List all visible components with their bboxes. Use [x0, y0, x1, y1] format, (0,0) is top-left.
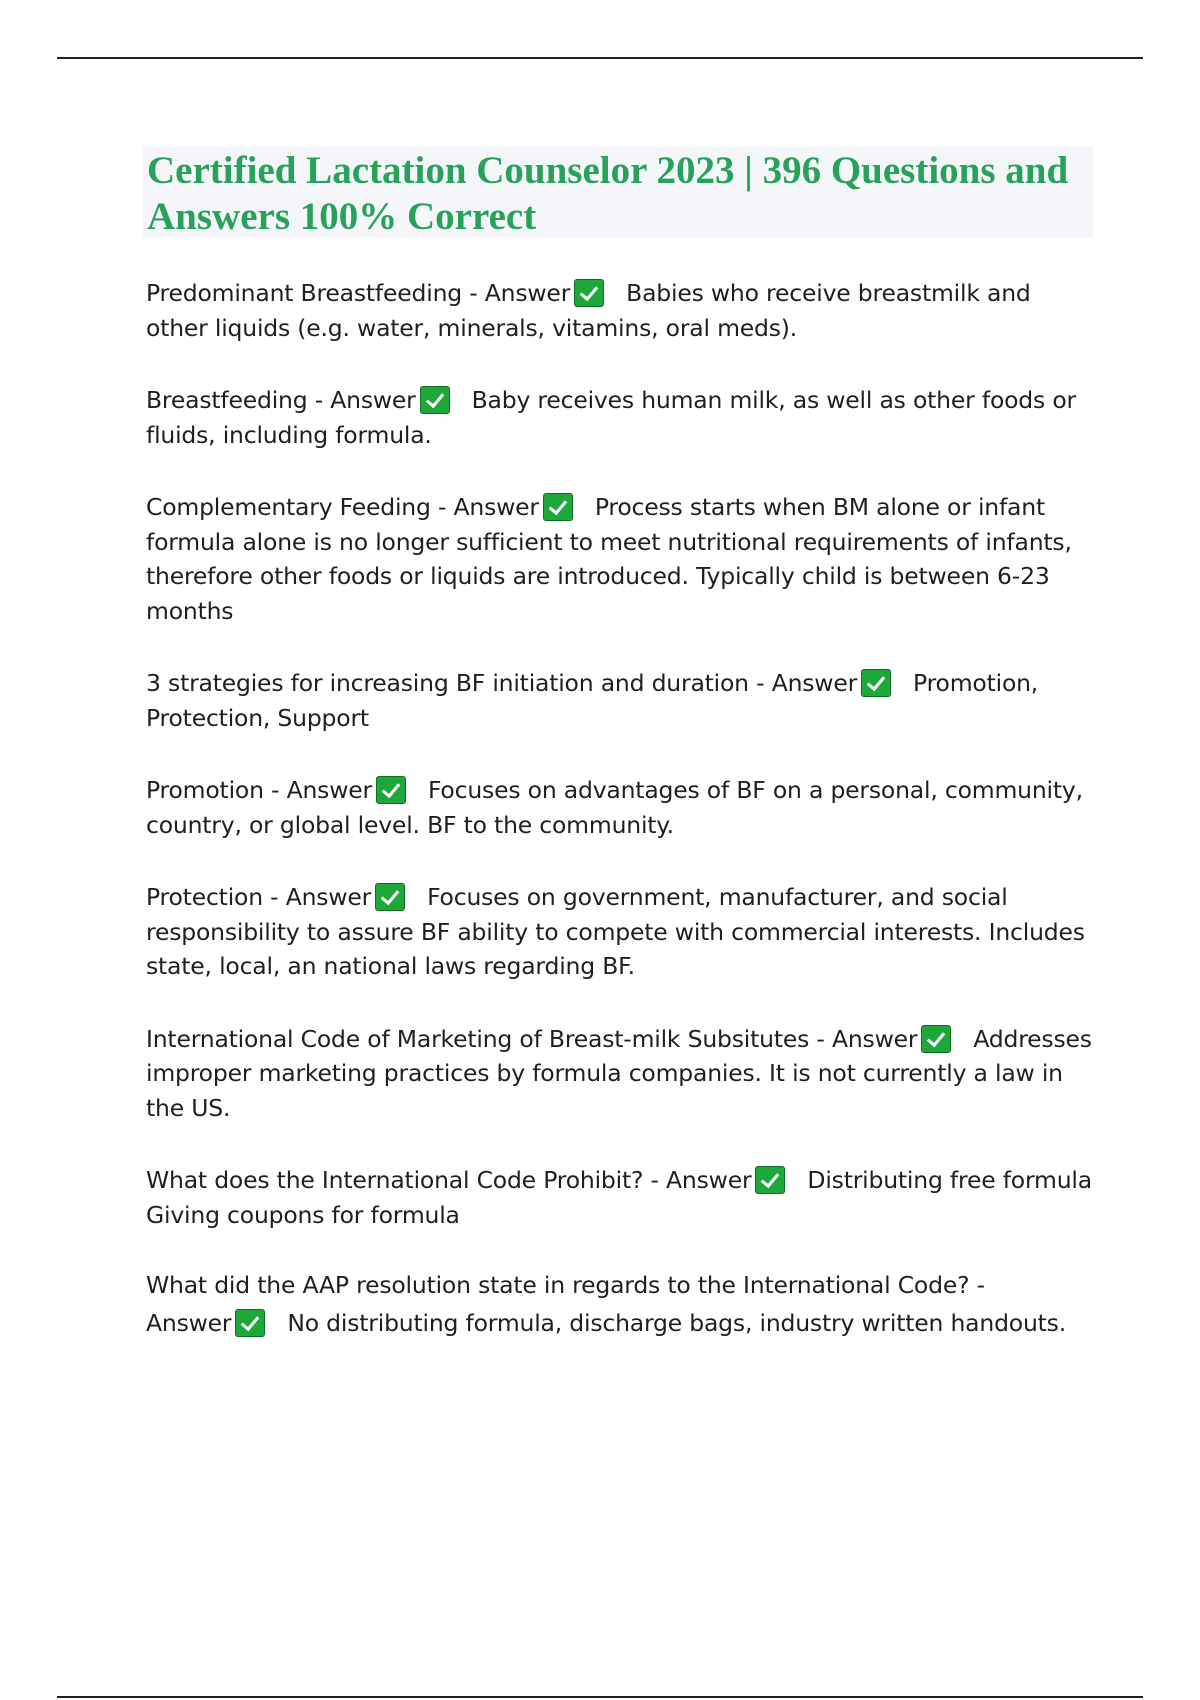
qa-term-continued: Answer — [146, 1309, 232, 1337]
qa-item-protection — [146, 880, 1096, 984]
qa-item-international-code — [146, 1022, 1096, 1126]
qa-answer: Distributing free formula — [807, 1166, 1092, 1194]
qa-term: 3 strategies for increasing BF initiation and duration - Answer — [146, 669, 858, 697]
check-mark-icon — [543, 493, 573, 521]
qa-answer-extra-line: Giving coupons for formula — [146, 1200, 460, 1229]
qa-item-predominant-breastfeeding — [146, 276, 1096, 345]
check-mark-icon — [921, 1025, 951, 1053]
check-mark-icon — [376, 776, 406, 804]
header-rule — [57, 57, 1143, 59]
qa-list — [146, 276, 1096, 1342]
qa-term: Promotion - Answer — [146, 776, 372, 804]
qa-term: What does the International Code Prohibit? - Answer — [146, 1166, 752, 1194]
qa-item-complementary-feeding — [146, 490, 1096, 628]
qa-answer: Process starts when BM alone or infant formula alone is no longer sufficient to meet nutritional requirements of infants, therefore other foods or liquids are introduced. Typically child is between 6-23 months — [146, 493, 1072, 625]
qa-item-aap-resolution — [146, 1266, 1096, 1342]
check-mark-icon — [420, 386, 450, 414]
qa-term: Breastfeeding - Answer — [146, 386, 416, 414]
qa-answer: Babies who receive breastmilk and other liquids (e.g. water, minerals, vitamins, oral meds). — [146, 279, 1031, 342]
footer-rule — [57, 1696, 1143, 1698]
qa-term: International Code of Marketing of Breast-milk Subsitutes - Answer — [146, 1024, 918, 1053]
qa-answer: Baby receives human milk, as well as other foods or fluids, including formula. — [146, 386, 1076, 449]
qa-item-code-prohibit — [146, 1163, 1096, 1232]
check-mark-icon — [861, 669, 891, 697]
qa-answer: Focuses on government, manufacturer, and social responsibility to assure BF ability to compete with commercial interests. Includes state, local, an national laws regarding BF. — [146, 883, 1085, 980]
document-title: Certified Lactation Counselor 2023 | 396 Questions and Answers 100% Correct — [147, 149, 1069, 238]
check-mark-icon — [375, 883, 405, 911]
qa-term: Predominant Breastfeeding - Answer — [146, 279, 571, 307]
qa-item-promotion — [146, 773, 1096, 842]
check-mark-icon — [755, 1166, 785, 1194]
qa-answer: No distributing formula, discharge bags, industry written handouts. — [287, 1309, 1066, 1337]
qa-item-breastfeeding — [146, 383, 1096, 452]
qa-term: Complementary Feeding - Answer — [146, 493, 539, 521]
qa-answer: Promotion, Protection, Support — [146, 669, 1039, 732]
check-mark-icon — [235, 1309, 265, 1337]
qa-item-strategies — [146, 666, 1096, 735]
title-banner — [143, 146, 1093, 238]
qa-term: Protection - Answer — [146, 883, 372, 911]
check-mark-icon — [574, 279, 604, 307]
qa-answer: Focuses on advantages of BF on a personal, community, country, or global level. BF to the community. — [146, 776, 1083, 839]
qa-answer: Addresses improper marketing practices by formula companies. It is not currently a law in the US. — [146, 1024, 1092, 1122]
qa-term: What did the AAP resolution state in regards to the International Code? - — [146, 1271, 985, 1299]
